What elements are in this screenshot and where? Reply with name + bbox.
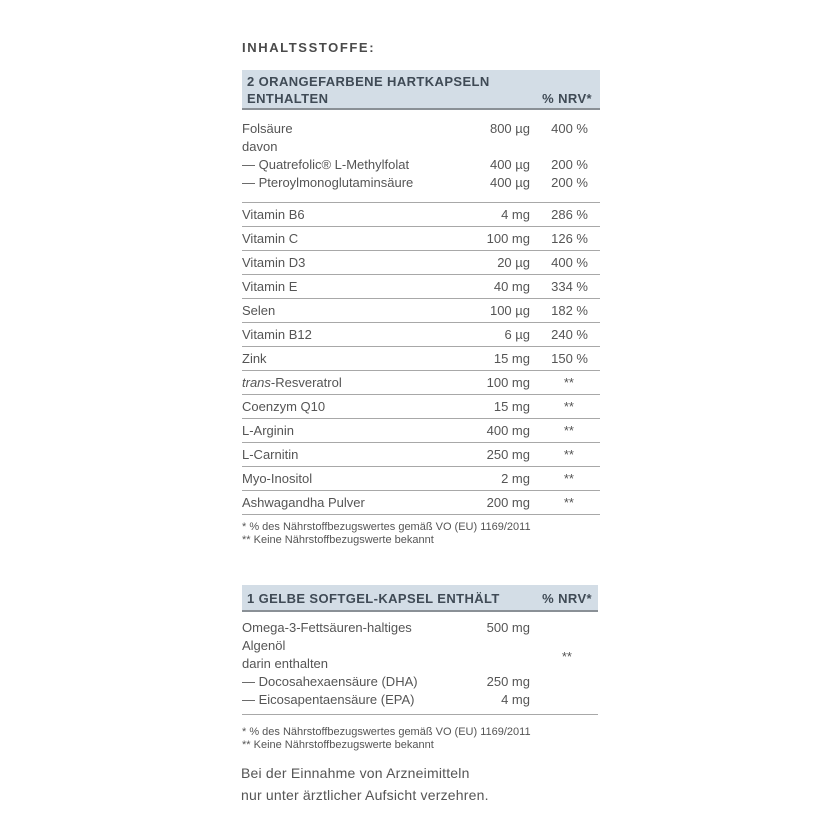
table-header bbox=[242, 585, 598, 612]
hard-capsule-table bbox=[242, 70, 600, 515]
ingredient-name: L-Arginin bbox=[242, 423, 295, 438]
table-row bbox=[242, 371, 600, 395]
ingredient-amount: 4 mg bbox=[501, 207, 530, 222]
sub-ingredient-name: — Pteroylmonoglutaminsäure bbox=[242, 175, 414, 190]
ingredient-name: Folsäure bbox=[242, 121, 293, 136]
ingredient-amount: 15 mg bbox=[493, 399, 530, 414]
table-row bbox=[242, 467, 600, 491]
ingredient-amount: 500 mg bbox=[486, 620, 530, 635]
table-header bbox=[242, 70, 600, 110]
ingredient-nrv: ** bbox=[563, 471, 574, 486]
ingredient-name: Vitamin B6 bbox=[242, 207, 305, 222]
ingredient-amount: 100 µg bbox=[489, 303, 530, 318]
sub-ingredient-nrv: 200 % bbox=[551, 175, 588, 190]
ingredient-amount: 100 mg bbox=[486, 375, 530, 390]
ingredient-name: Omega-3-Fettsäuren-haltiges bbox=[242, 620, 412, 635]
table-row bbox=[242, 395, 600, 419]
table-row bbox=[242, 419, 600, 443]
table-row bbox=[242, 251, 600, 275]
ingredient-name: Vitamin C bbox=[242, 231, 299, 246]
ingredient-name: Vitamin E bbox=[242, 279, 298, 294]
ingredient-nrv: 286 % bbox=[551, 207, 588, 222]
footnotes bbox=[242, 726, 531, 752]
table-header-title bbox=[247, 73, 527, 107]
ingredient-nrv: ** bbox=[563, 447, 574, 462]
ingredient-name: Coenzym Q10 bbox=[242, 399, 326, 414]
ingredient-amount: 100 mg bbox=[486, 231, 530, 246]
ingredient-name: L-Carnitin bbox=[242, 447, 299, 462]
sub-ingredient-amount: 400 µg bbox=[489, 157, 530, 172]
footnote-nrv: * % des Nährstoffbezugswertes gemäß VO (EU) 1169/2011 bbox=[242, 521, 531, 533]
sub-ingredient-name: — Docosahexaensäure (DHA) bbox=[242, 674, 418, 689]
ingredient-amount: 2 mg bbox=[501, 471, 530, 486]
ingredient-nrv: ** bbox=[561, 649, 572, 664]
warning-line-1: Bei der Einnahme von Arzneimitteln bbox=[241, 765, 470, 781]
ingredient-name-cont: Algenöl bbox=[242, 638, 286, 653]
footnotes bbox=[242, 521, 531, 547]
footnote-no-nrv: ** Keine Nährstoffbezugswerte bekannt bbox=[242, 534, 434, 546]
table-row bbox=[242, 227, 600, 251]
sub-ingredient-nrv: 200 % bbox=[551, 157, 588, 172]
ingredient-nrv: 150 % bbox=[551, 351, 588, 366]
table-row bbox=[242, 299, 600, 323]
ingredient-rows bbox=[242, 203, 600, 515]
ingredient-nrv: 126 % bbox=[551, 231, 588, 246]
warning-line-2: nur unter ärztlicher Aufsicht verzehren. bbox=[241, 787, 489, 803]
header-line-2: ENTHALTEN bbox=[247, 91, 329, 106]
ingredient-nrv: 400 % bbox=[551, 121, 588, 136]
table-row bbox=[242, 347, 600, 371]
sub-ingredient-amount: 400 µg bbox=[489, 175, 530, 190]
ingredient-name: trans-Resveratrol bbox=[242, 375, 342, 390]
ingredient-amount: 20 µg bbox=[497, 255, 530, 270]
section-heading: INHALTSSTOFFE: bbox=[242, 40, 376, 55]
ingredient-amount: 250 mg bbox=[486, 447, 530, 462]
ingredient-name: Vitamin B12 bbox=[242, 327, 312, 342]
ingredient-nrv: 334 % bbox=[551, 279, 588, 294]
ingredient-amount: 800 µg bbox=[489, 121, 530, 136]
table-row bbox=[242, 203, 600, 227]
ingredient-name: Ashwagandha Pulver bbox=[242, 495, 365, 510]
warning-text bbox=[241, 762, 489, 806]
table-row bbox=[242, 275, 600, 299]
table-row bbox=[242, 491, 600, 515]
davon-label: davon bbox=[242, 139, 278, 154]
ingredient-nrv: ** bbox=[563, 423, 574, 438]
sub-ingredient-name: — Quatrefolic® L-Methylfolat bbox=[242, 157, 410, 172]
ingredient-name: Zink bbox=[242, 351, 267, 366]
ingredient-nrv: 400 % bbox=[551, 255, 588, 270]
ingredient-amount: 200 mg bbox=[486, 495, 530, 510]
ingredient-name: Vitamin D3 bbox=[242, 255, 306, 270]
table-row bbox=[242, 323, 600, 347]
ingredient-amount: 400 mg bbox=[486, 423, 530, 438]
ingredient-nrv: ** bbox=[563, 375, 574, 390]
sub-ingredient-name: — Eicosapentaensäure (EPA) bbox=[242, 692, 415, 707]
nrv-column-header: % NRV* bbox=[542, 91, 592, 106]
ingredient-nrv: ** bbox=[563, 495, 574, 510]
ingredient-nrv: 182 % bbox=[551, 303, 588, 318]
ingredient-name: Selen bbox=[242, 303, 276, 318]
ingredient-amount: 15 mg bbox=[493, 351, 530, 366]
ingredient-nrv: ** bbox=[563, 399, 574, 414]
ingredient-name: Myo-Inositol bbox=[242, 471, 313, 486]
sub-ingredient-amount: 4 mg bbox=[501, 692, 530, 707]
omega3-group bbox=[242, 612, 598, 715]
ingredient-amount: 40 mg bbox=[493, 279, 530, 294]
table-header-title: 1 GELBE SOFTGEL-KAPSEL ENTHÄLT bbox=[247, 591, 500, 606]
footnote-no-nrv: ** Keine Nährstoffbezugswerte bekannt bbox=[242, 739, 434, 751]
folsaeure-group bbox=[242, 110, 600, 203]
sub-ingredient-amount: 250 mg bbox=[486, 674, 530, 689]
darin-enthalten-label: darin enthalten bbox=[242, 656, 329, 671]
ingredient-nrv: 240 % bbox=[551, 327, 588, 342]
footnote-nrv: * % des Nährstoffbezugswertes gemäß VO (EU) 1169/2011 bbox=[242, 726, 531, 738]
ingredient-amount: 6 µg bbox=[504, 327, 530, 342]
softgel-capsule-table bbox=[242, 585, 598, 715]
table-row bbox=[242, 443, 600, 467]
header-line-1: 2 ORANGEFARBENE HARTKAPSELN bbox=[247, 74, 490, 89]
nrv-column-header: % NRV* bbox=[542, 591, 592, 606]
